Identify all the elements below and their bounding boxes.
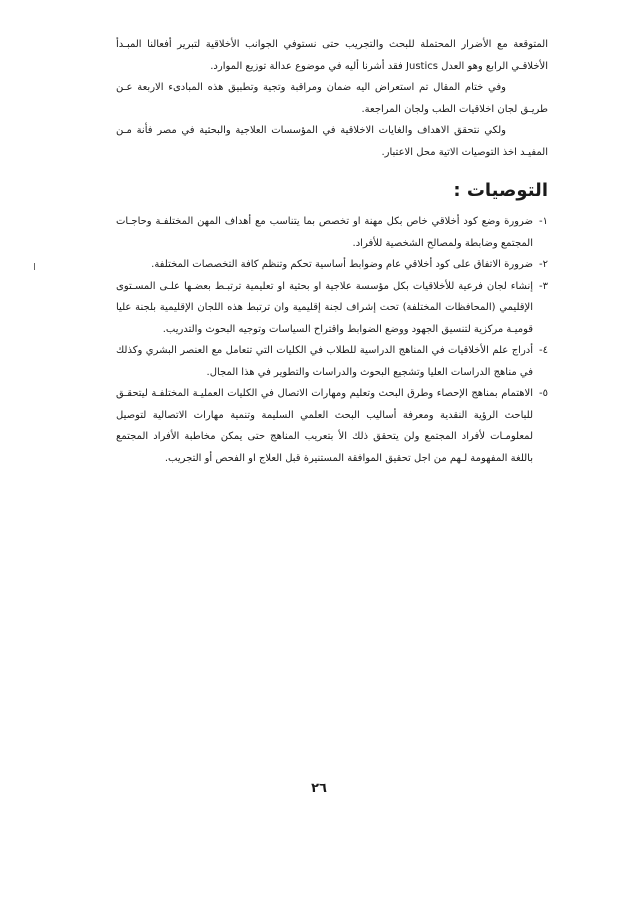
recommendation-item-5 xyxy=(116,383,548,469)
recommendation-item-4 xyxy=(116,340,548,383)
recommendation-text: ضرورة الاتفاق على كود أخلاقي عام وضوابط أساسية تحكم وتنظم كافة التخصصات المختلفة. xyxy=(151,259,534,270)
recommendation-text: ضرورة وضع كود أخلاقي خاص بكل مهنة او تخصص بما يتناسب مع أهداف المهن المختلفـة وحاجـات المجتمع وضابطة ولمصالح الشخصية للأفراد. xyxy=(116,216,534,249)
recommendation-item-1 xyxy=(116,211,548,254)
recommendation-item-2 xyxy=(116,254,548,276)
recommendation-number: ١- xyxy=(539,216,548,227)
recommendation-number: ٢- xyxy=(539,259,548,270)
page-content xyxy=(116,34,548,469)
intro-paragraph-1: المتوقعة مع الأضرار المحتملة للبحث والتجريب حتى نستوفي الجوانب الأخلاقية لتبرير أفعالنا المبـدأ الأخلاقـي الرابع وهو العدل Justics فقد أشرنا أليه في موضوع عدالة توزيع الموارد. xyxy=(116,39,548,72)
recommendation-text: الاهتمام بمناهج الإحصاء وطرق البحث وتعليم ومهارات الاتصال في الكليات العمليـة المختلفـة ليتحقـق للباحث الرؤية النقدية ومعرفة أساليب البحث العلمي السليمة وتنمية مهارات الاتصالية لتوصيل لمعلومـات لأفراد المجتمع ولن يتحقق ذلك الأ بتعريب المناهج حتى يمكن مخاطبة الأفراد المجتمع باللغة المفهومة لـهم من اجل تحقيق الموافقة المستنيرة قبل العلاج او الفحص أو التجريب. xyxy=(116,388,534,464)
recommendation-item-3 xyxy=(116,276,548,341)
recommendation-number: ٣- xyxy=(539,280,548,292)
recommendation-number: ٥- xyxy=(539,388,548,399)
page-number: ٢٦ xyxy=(311,781,327,796)
recommendations-heading: التوصيات : xyxy=(453,180,548,201)
recommendation-number: ٤- xyxy=(539,345,548,356)
recommendations-list xyxy=(116,211,548,469)
recommendation-text: إنشاء لجان فرعية للأخلاقيات بكل مؤسسة علاجية او بحثية او تعليمية ترتبـط بعضـها علـى المسـتوى الإقليمي (المحافظات المختلفة) تحت إشراف لجنة إقليمية وان ترتبط هذه اللجان الإقليمية بلجنة عليا قوميـة مركزية لتنسيق الجهود ووضع الضوابط واقتراح السياسات وتوجيه البحوث والتدريب. xyxy=(116,280,534,335)
intro-paragraph-2: وفي ختام المقال تم استعراض اليه ضمان ومراقبة وتجية وتطبيق هذه المبادىء الاربعة عـن طريـق لجان اخلاقيات الطب ولجان المراجعة. xyxy=(116,82,548,115)
intro-paragraph-3: ولكي نتحقق الاهداف والغايات الاخلاقية في المؤسسات العلاجية والبحثية في مصر فأنة مـن المفيـد اخذ التوصيات الاتية محل الاعتبار. xyxy=(116,125,548,158)
scan-margin-mark xyxy=(34,263,35,270)
recommendation-text: أدراج علم الأخلاقيات في المناهج الدراسية للطلاب في الكليات التي تتعامل مع العنصر البشري وكذلك في مناهج الدراسات العليا وتشجيع البحوث والدراسات والتطوير في هذا المجال. xyxy=(116,345,534,378)
